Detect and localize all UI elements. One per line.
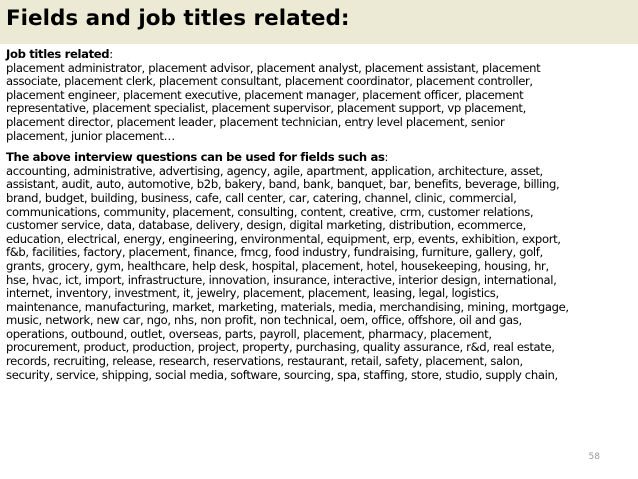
fields-line: accounting, administrative, advertising, agency, agile, apartment, application, architecture, asset, <box>6 163 543 178</box>
fields-line: brand, budget, building, business, cafe, call center, car, catering, channel, clinic, commercial, <box>6 190 517 205</box>
title-bar <box>0 0 638 44</box>
fields-heading-text: The above interview questions can be used for fields such as <box>6 150 385 165</box>
job-titles-line: placement director, placement leader, placement technician, entry level placement, senior <box>6 114 505 129</box>
job-titles-line: representative, placement specialist, placement supervisor, placement support, vp placement, <box>6 101 526 116</box>
fields-line: procurement, product, production, project, property, purchasing, quality assurance, r&d, real estate, <box>6 340 555 355</box>
job-titles-heading <box>6 48 634 62</box>
slide-body <box>6 48 634 382</box>
job-titles-line: placement, junior placement… <box>6 128 175 143</box>
job-titles-line: placement engineer, placement executive, placement manager, placement officer, placement <box>6 87 524 102</box>
job-titles-heading-text: Job titles related <box>6 47 110 61</box>
fields-line: records, recruiting, release, research, reservations, restaurant, retail, safety, placement, salon, <box>6 354 523 369</box>
fields-line: maintenance, manufacturing, market, marketing, materials, media, merchandising, mining, mortgage, <box>6 299 569 314</box>
job-titles-heading-colon: : <box>109 47 113 61</box>
fields-line: hse, hvac, ict, import, infrastructure, innovation, insurance, interactive, interior design, international, <box>6 272 557 287</box>
fields-line: education, electrical, energy, engineering, environmental, equipment, erp, events, exhibition, export, <box>6 231 561 246</box>
job-titles-line: associate, placement clerk, placement consultant, placement coordinator, placement controller, <box>6 74 533 89</box>
fields-line: customer service, data, database, delivery, design, digital marketing, distribution, ecommerce, <box>6 218 526 233</box>
fields-heading-colon: : <box>384 150 389 165</box>
fields-heading <box>6 151 634 165</box>
fields-line: grants, grocery, gym, healthcare, help desk, hospital, placement, hotel, housekeeping, housing, hr, <box>6 258 549 273</box>
fields-line: assistant, audit, auto, automotive, b2b, bakery, band, bank, banquet, bar, benefits, beverage, billing, <box>6 177 560 192</box>
fields-line: internet, inventory, investment, it, jewelry, placement, placement, leasing, legal, logistics, <box>6 286 499 301</box>
page-number: 58 <box>588 452 600 462</box>
page-title: Fields and job titles related: <box>6 6 350 31</box>
fields-line: operations, outbound, outlet, overseas, parts, payroll, placement, pharmacy, placement, <box>6 326 492 341</box>
fields-line: communications, community, placement, consulting, content, creative, crm, customer relations, <box>6 204 534 219</box>
fields-line: music, network, new car, ngo, nhs, non profit, non technical, oem, office, offshore, oil and gas, <box>6 313 522 328</box>
fields-line: security, service, shipping, social media, software, sourcing, spa, staffing, store, studio, supply chain, <box>6 367 558 382</box>
fields-line: f&b, facilities, factory, placement, finance, fmcg, food industry, fundraising, furniture, gallery, golf, <box>6 245 543 260</box>
job-titles-line: placement administrator, placement advisor, placement analyst, placement assistant, placement <box>6 60 541 75</box>
